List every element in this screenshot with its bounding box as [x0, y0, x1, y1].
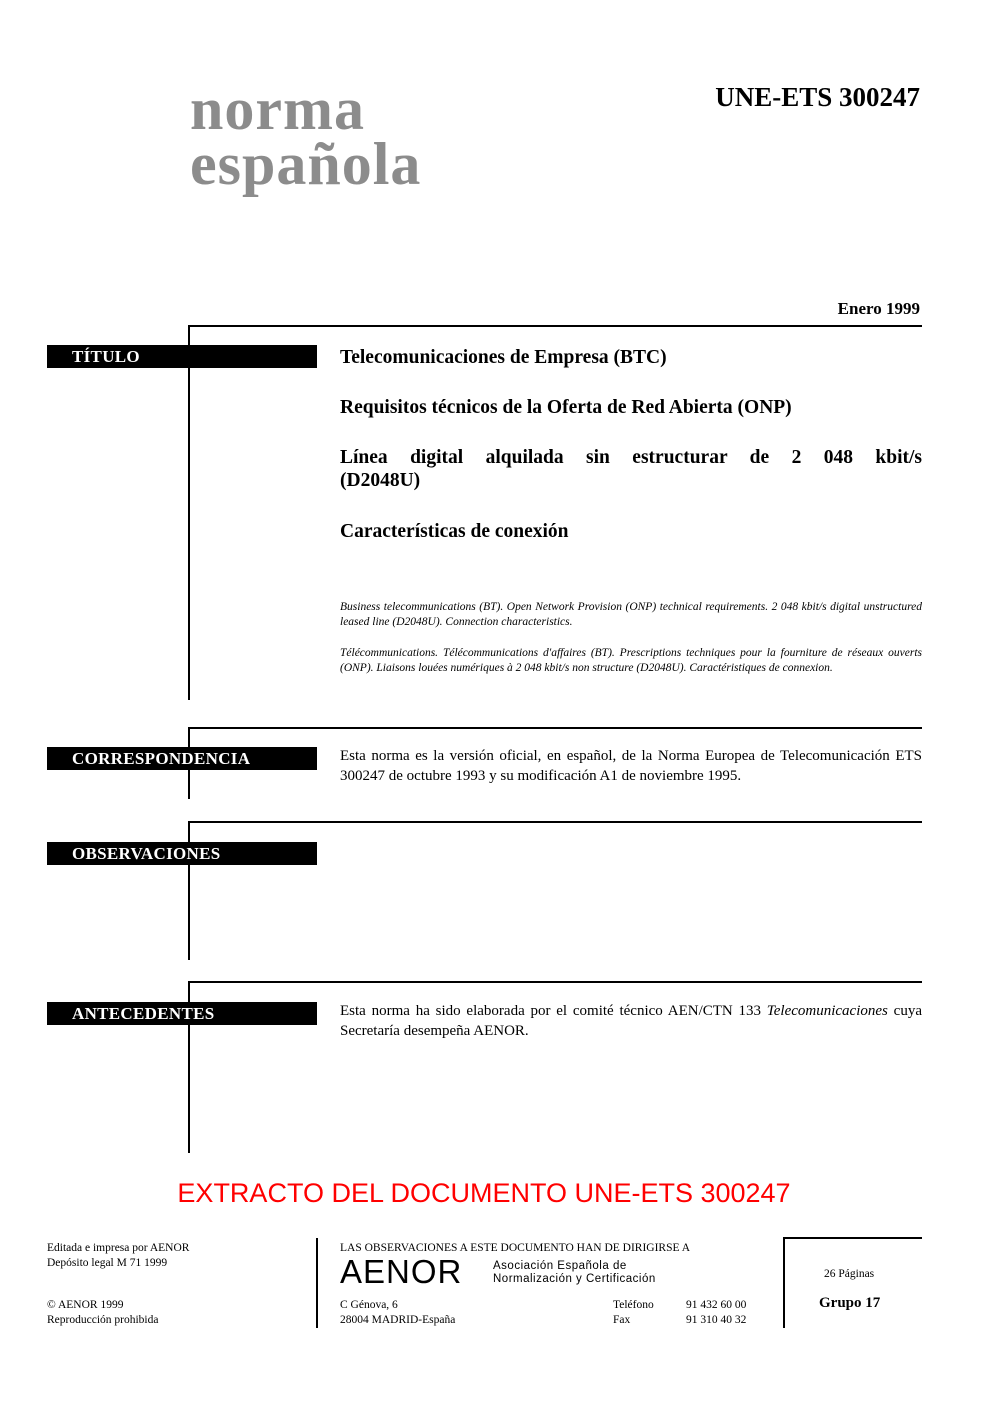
section-divider-titulo: [188, 325, 922, 327]
standard-code: UNE-ETS 300247: [715, 82, 920, 112]
phone-label: Teléfono: [613, 1299, 654, 1311]
section-label-correspondencia: CORRESPONDENCIA: [47, 747, 317, 770]
footer-copyright: © AENOR 1999: [47, 1299, 124, 1311]
title-connection: Características de conexión: [340, 521, 569, 542]
section-divider-antecedentes: [188, 981, 922, 983]
assoc-line-1: Asociación Española de: [493, 1260, 627, 1272]
footer-reproduction: Reproducción prohibida: [47, 1314, 159, 1326]
aenor-logo: AENOR: [340, 1253, 463, 1290]
antecedentes-text-end: cuya Secretaría desempeña AENOR.: [340, 1003, 922, 1039]
fax-label: Fax: [613, 1314, 631, 1326]
title-french: Télécommunications. Télécommunications d'affaires (BT). Prescriptions techniques pour la fourniture de réseaux ouverts (ONP). Liaisons louées numériques à 2 048 kbit/s non structure (D2048U). Caractéristiques de connexion.: [340, 647, 922, 674]
title-btc: Telecomunicaciones de Empresa (BTC): [340, 347, 667, 368]
title-line-d2048u-1: Línea digital alquilada sin estructurar de 2 048 kbit/s: [340, 447, 922, 468]
address-street: C Génova, 6: [340, 1299, 398, 1311]
extract-notice: EXTRACTO DEL DOCUMENTO UNE-ETS 300247: [177, 1178, 791, 1208]
footer-box-rule: [783, 1237, 785, 1328]
brand-title: [190, 76, 422, 197]
aenor-association: [493, 1260, 656, 1286]
brand-line-1: norma: [190, 76, 365, 142]
section-divider-observaciones: [188, 821, 922, 823]
phone-number: 91 432 60 00: [686, 1299, 747, 1311]
footer-observations-note: LAS OBSERVACIONES A ESTE DOCUMENTO HAN DE DIRIGIRSE A: [340, 1242, 691, 1254]
fax-number: 91 310 40 32: [686, 1314, 747, 1326]
publication-date: Enero 1999: [837, 299, 920, 318]
section-label-observaciones: OBSERVACIONES: [47, 842, 317, 865]
page-count: 26 Páginas: [824, 1268, 875, 1280]
title-onp: Requisitos técnicos de la Oferta de Red Abierta (ONP): [340, 397, 792, 418]
antecedentes-committee-name: Telecomunicaciones: [766, 1003, 888, 1019]
correspondencia-text: Esta norma es la versión oficial, en español, de la Norma Europea de Telecomunicación ETS 300247 de octubre 1993 y su modificación A1 de noviembre 1995.: [340, 748, 922, 784]
title-english: Business telecommunications (BT). Open Network Provision (ONP) technical requirements. 2 048 kbit/s digital unstructured leased line (D2048U). Connection characteristics.: [340, 601, 922, 628]
footer-deposit: Depósito legal M 71 1999: [47, 1257, 168, 1269]
antecedentes-text-start: Esta norma ha sido elaborada por el comité técnico AEN/CTN 133: [340, 1003, 767, 1019]
antecedentes-text: [340, 1001, 922, 1041]
address-city: 28004 MADRID-España: [340, 1314, 456, 1326]
footer-box-top: [783, 1237, 922, 1239]
footer-edited: Editada e impresa por AENOR: [47, 1242, 190, 1254]
brand-line-2: española: [190, 131, 422, 197]
section-label-antecedentes: ANTECEDENTES: [47, 1002, 317, 1025]
section-divider-correspondencia: [188, 727, 922, 729]
section-rule-titulo: [188, 325, 190, 700]
assoc-line-2: Normalización y Certificación: [493, 1273, 656, 1285]
price-group: Grupo 17: [819, 1295, 881, 1311]
title-line-d2048u-2: (D2048U): [340, 470, 421, 491]
section-label-titulo: TÍTULO: [47, 345, 317, 368]
footer-divider-left: [316, 1238, 318, 1328]
